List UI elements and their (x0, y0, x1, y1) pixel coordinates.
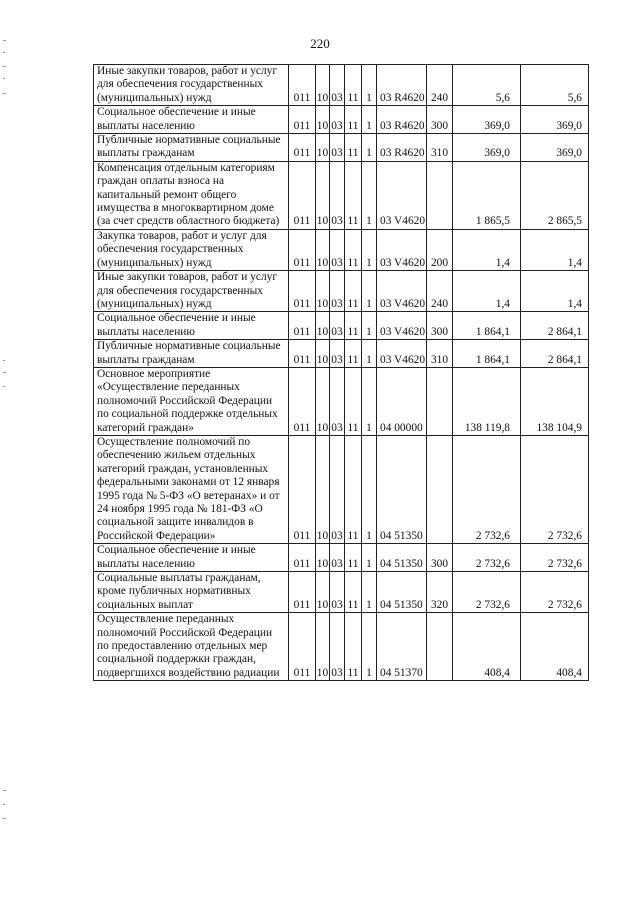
target-article-code: 03 V4620 (377, 161, 427, 229)
row-name: Закупка товаров, работ и услуг для обеспечения государственных (муниципальных) нужд (94, 229, 289, 270)
program-code: 11 (345, 134, 362, 162)
target-article-code: 03 R4620 (377, 65, 427, 106)
program-code: 11 (345, 65, 362, 106)
section-code: 10 (316, 106, 330, 134)
target-article-code: 03 R4620 (377, 134, 427, 162)
ministry-code: 011 (289, 312, 316, 340)
ministry-code: 011 (289, 435, 316, 543)
expense-type-code: 320 (427, 572, 453, 613)
expense-type-code (427, 367, 453, 435)
subprogram-code: 1 (362, 435, 377, 543)
program-code: 11 (345, 161, 362, 229)
subprogram-code: 1 (362, 544, 377, 572)
amount-year-2: 1,4 (521, 229, 589, 270)
subsection-code: 03 (330, 613, 345, 681)
subsection-code: 03 (330, 340, 345, 368)
budget-table (93, 64, 589, 681)
section-code: 10 (316, 65, 330, 106)
row-name: Иные закупки товаров, работ и услуг для обеспечения государственных (муниципальных) нужд (94, 271, 289, 312)
expense-type-code: 200 (427, 229, 453, 270)
page-number: 220 (310, 36, 330, 51)
ministry-code: 011 (289, 544, 316, 572)
subprogram-code: 1 (362, 312, 377, 340)
table-row (94, 572, 589, 613)
subprogram-code: 1 (362, 340, 377, 368)
amount-year-2: 2 865,5 (521, 161, 589, 229)
amount-year-1: 5,6 (453, 65, 521, 106)
subprogram-code: 1 (362, 613, 377, 681)
program-code: 11 (345, 340, 362, 368)
program-code: 11 (345, 312, 362, 340)
ministry-code: 011 (289, 340, 316, 368)
subprogram-code: 1 (362, 367, 377, 435)
table-row (94, 134, 589, 162)
program-code: 11 (345, 106, 362, 134)
amount-year-2: 5,6 (521, 65, 589, 106)
table-row (94, 312, 589, 340)
scan-edge-marks (3, 0, 11, 905)
table-row (94, 367, 589, 435)
subsection-code: 03 (330, 572, 345, 613)
subprogram-code: 1 (362, 106, 377, 134)
amount-year-2: 2 732,6 (521, 572, 589, 613)
expense-type-code (427, 613, 453, 681)
expense-type-code: 300 (427, 544, 453, 572)
table-row (94, 613, 589, 681)
amount-year-1: 408,4 (453, 613, 521, 681)
amount-year-1: 1 865,5 (453, 161, 521, 229)
expense-type-code: 240 (427, 271, 453, 312)
amount-year-2: 2 864,1 (521, 340, 589, 368)
target-article-code: 03 V4620 (377, 312, 427, 340)
ministry-code: 011 (289, 161, 316, 229)
section-code: 10 (316, 271, 330, 312)
amount-year-2: 1,4 (521, 271, 589, 312)
row-name: Социальное обеспечение и иные выплаты населению (94, 106, 289, 134)
subprogram-code: 1 (362, 271, 377, 312)
ministry-code: 011 (289, 271, 316, 312)
ministry-code: 011 (289, 613, 316, 681)
subsection-code: 03 (330, 229, 345, 270)
subsection-code: 03 (330, 106, 345, 134)
section-code: 10 (316, 340, 330, 368)
row-name: Публичные нормативные социальные выплаты гражданам (94, 134, 289, 162)
program-code: 11 (345, 435, 362, 543)
ministry-code: 011 (289, 572, 316, 613)
subprogram-code: 1 (362, 161, 377, 229)
expense-type-code: 310 (427, 134, 453, 162)
expense-type-code (427, 435, 453, 543)
amount-year-2: 369,0 (521, 106, 589, 134)
ministry-code: 011 (289, 106, 316, 134)
subsection-code: 03 (330, 544, 345, 572)
table-row (94, 544, 589, 572)
amount-year-1: 138 119,8 (453, 367, 521, 435)
expense-type-code: 240 (427, 65, 453, 106)
section-code: 10 (316, 435, 330, 543)
expense-type-code (427, 161, 453, 229)
subsection-code: 03 (330, 65, 345, 106)
target-article-code: 04 00000 (377, 367, 427, 435)
section-code: 10 (316, 613, 330, 681)
table-row (94, 229, 589, 270)
expense-type-code: 300 (427, 106, 453, 134)
row-name: Компенсация отдельным категориям граждан оплаты взноса на капитальный ремонт общего имущества в многоквартирном доме (за счет средств областного бюджета) (94, 161, 289, 229)
amount-year-2: 369,0 (521, 134, 589, 162)
subsection-code: 03 (330, 271, 345, 312)
target-article-code: 04 51370 (377, 613, 427, 681)
section-code: 10 (316, 367, 330, 435)
ministry-code: 011 (289, 229, 316, 270)
table-row (94, 65, 589, 106)
target-article-code: 04 51350 (377, 435, 427, 543)
section-code: 10 (316, 161, 330, 229)
amount-year-2: 2 732,6 (521, 544, 589, 572)
section-code: 10 (316, 572, 330, 613)
row-name: Осуществление полномочий по обеспечению жильем отдельных категорий граждан, установленных федеральными законами от 12 января 1995 года № 5-ФЗ «О ветеранах» и от 24 ноября 1995 года № 181-ФЗ «О социальной защите инвалидов в Российской Федерации» (94, 435, 289, 543)
subprogram-code: 1 (362, 65, 377, 106)
amount-year-1: 1 864,1 (453, 312, 521, 340)
amount-year-1: 1,4 (453, 229, 521, 270)
subsection-code: 03 (330, 367, 345, 435)
program-code: 11 (345, 544, 362, 572)
row-name: Социальное обеспечение и иные выплаты населению (94, 312, 289, 340)
amount-year-1: 369,0 (453, 134, 521, 162)
table-row (94, 435, 589, 543)
target-article-code: 03 V4620 (377, 340, 427, 368)
section-code: 10 (316, 229, 330, 270)
amount-year-1: 1 864,1 (453, 340, 521, 368)
amount-year-2: 2 864,1 (521, 312, 589, 340)
subsection-code: 03 (330, 435, 345, 543)
row-name: Социальные выплаты гражданам, кроме публичных нормативных социальных выплат (94, 572, 289, 613)
ministry-code: 011 (289, 65, 316, 106)
program-code: 11 (345, 613, 362, 681)
expense-type-code: 300 (427, 312, 453, 340)
subprogram-code: 1 (362, 572, 377, 613)
amount-year-1: 2 732,6 (453, 435, 521, 543)
amount-year-1: 1,4 (453, 271, 521, 312)
table-row (94, 106, 589, 134)
expense-type-code: 310 (427, 340, 453, 368)
subprogram-code: 1 (362, 229, 377, 270)
table-row (94, 271, 589, 312)
subsection-code: 03 (330, 161, 345, 229)
ministry-code: 011 (289, 134, 316, 162)
amount-year-2: 138 104,9 (521, 367, 589, 435)
amount-year-1: 2 732,6 (453, 572, 521, 613)
amount-year-1: 2 732,6 (453, 544, 521, 572)
program-code: 11 (345, 271, 362, 312)
subsection-code: 03 (330, 134, 345, 162)
row-name: Публичные нормативные социальные выплаты гражданам (94, 340, 289, 368)
table-row (94, 340, 589, 368)
section-code: 10 (316, 544, 330, 572)
section-code: 10 (316, 312, 330, 340)
target-article-code: 03 R4620 (377, 106, 427, 134)
table-row (94, 161, 589, 229)
amount-year-2: 408,4 (521, 613, 589, 681)
amount-year-2: 2 732,6 (521, 435, 589, 543)
target-article-code: 04 51350 (377, 544, 427, 572)
row-name: Основное мероприятие «Осуществление переданных полномочий Российской Федерации по социальной поддержке отдельных категорий граждан» (94, 367, 289, 435)
program-code: 11 (345, 572, 362, 613)
target-article-code: 03 V4620 (377, 229, 427, 270)
program-code: 11 (345, 229, 362, 270)
subprogram-code: 1 (362, 134, 377, 162)
subsection-code: 03 (330, 312, 345, 340)
program-code: 11 (345, 367, 362, 435)
row-name: Осуществление переданных полномочий Российской Федерации по предоставлению отдельных мер социальной поддержки граждан, подвергшихся воздействию радиации (94, 613, 289, 681)
ministry-code: 011 (289, 367, 316, 435)
amount-year-1: 369,0 (453, 106, 521, 134)
target-article-code: 04 51350 (377, 572, 427, 613)
row-name: Социальное обеспечение и иные выплаты населению (94, 544, 289, 572)
section-code: 10 (316, 134, 330, 162)
row-name: Иные закупки товаров, работ и услуг для обеспечения государственных (муниципальных) нужд (94, 65, 289, 106)
table-body (94, 65, 589, 681)
target-article-code: 03 V4620 (377, 271, 427, 312)
